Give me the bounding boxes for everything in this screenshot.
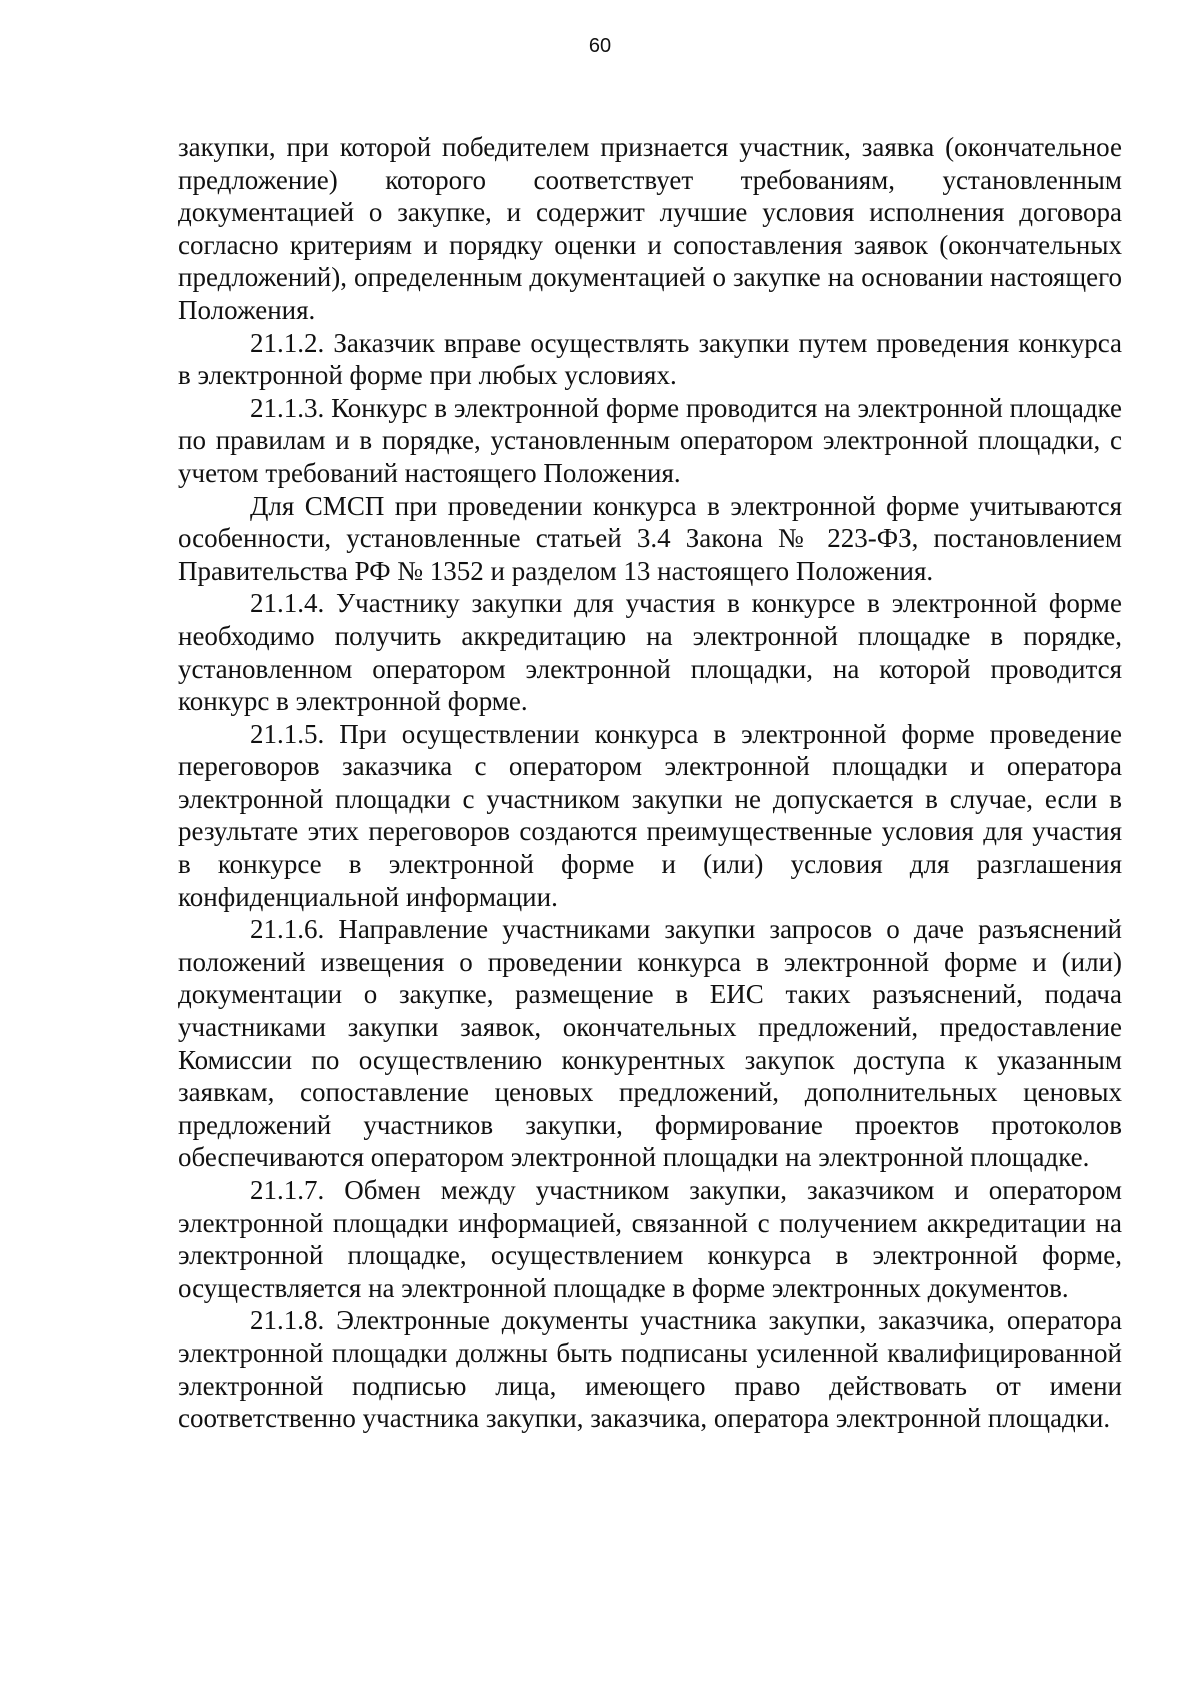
paragraph-21-1-2: 21.1.2. Заказчик вправе осуществлять закупки путем проведения конкурса в электронной форме при любых условиях. [178,327,1122,391]
paragraph-21-1-7: 21.1.7. Обмен между участником закупки, заказчиком и оператором электронной площадки информацией, связанной с получением аккредитации на электронной площадке, осуществлением конкурса в электронной форме, осуществляется на электронной площадке в форме электронных документов. [178,1175,1122,1303]
paragraph-21-1-8: 21.1.8. Электронные документы участника закупки, заказчика, оператора электронной площадки должны быть подписаны усиленной квалифицированной электронной подписью лица, имеющего право действовать от имени соответственно участника закупки, заказчика, оператора электронной площадки. [178,1305,1122,1434]
paragraph-continuation: закупки, при которой победителем признается участник, заявка (окончательное предложение) которого соответствует требованиям, установленным документацией о закупке, и содержит лучшие условия исполнения договора согласно критериям и порядку оценки и сопоставления заявок (окончательных предложений), определенным документацией о закупке на основании настоящего Положения. [178,132,1122,325]
paragraph-21-1-5: 21.1.5. При осуществлении конкурса в электронной форме проведение переговоров заказчика с оператором электронной площадки и оператора электронной площадки с участником закупки не допускается в случае, если в результате этих переговоров создаются преимущественные условия для участия в конкурсе в электронной форме и (или) условия для разглашения конфиденциальной информации. [178,718,1122,912]
paragraph-21-1-4: 21.1.4. Участнику закупки для участия в конкурсе в электронной форме необходимо получить аккредитацию на электронной площадке в порядке, установленном оператором электронной площадки, на которой проводится конкурс в электронной форме. [178,588,1122,717]
document-body [178,131,1122,1435]
paragraph-21-1-6: 21.1.6. Направление участниками закупки запросов о даче разъяснений положений извещения о проведении конкурса в электронной форме и (или) документации о закупке, размещение в ЕИС таких разъяснений, подача участниками закупки заявок, окончательных предложений, предоставление Комиссии по осуществлению конкурентных закупок доступа к указанным заявкам, сопоставление ценовых предложений, дополнительных ценовых предложений участников закупки, формирование проектов протоколов обеспечиваются оператором электронной площадки на электронной площадке. [178,914,1122,1173]
paragraph-smsp-note: Для СМСП при проведении конкурса в электронной форме учитываются особенности, установленные статьей 3.4 Закона № 223-ФЗ, постановлением Правительства РФ № 1352 и разделом 13 настоящего Положения. [178,490,1122,586]
page-number: 60 [588,35,612,57]
paragraph-21-1-3: 21.1.3. Конкурс в электронной форме проводится на электронной площадке по правилам и в порядке, установленным оператором электронной площадки, с учетом требований настоящего Положения. [178,392,1122,488]
